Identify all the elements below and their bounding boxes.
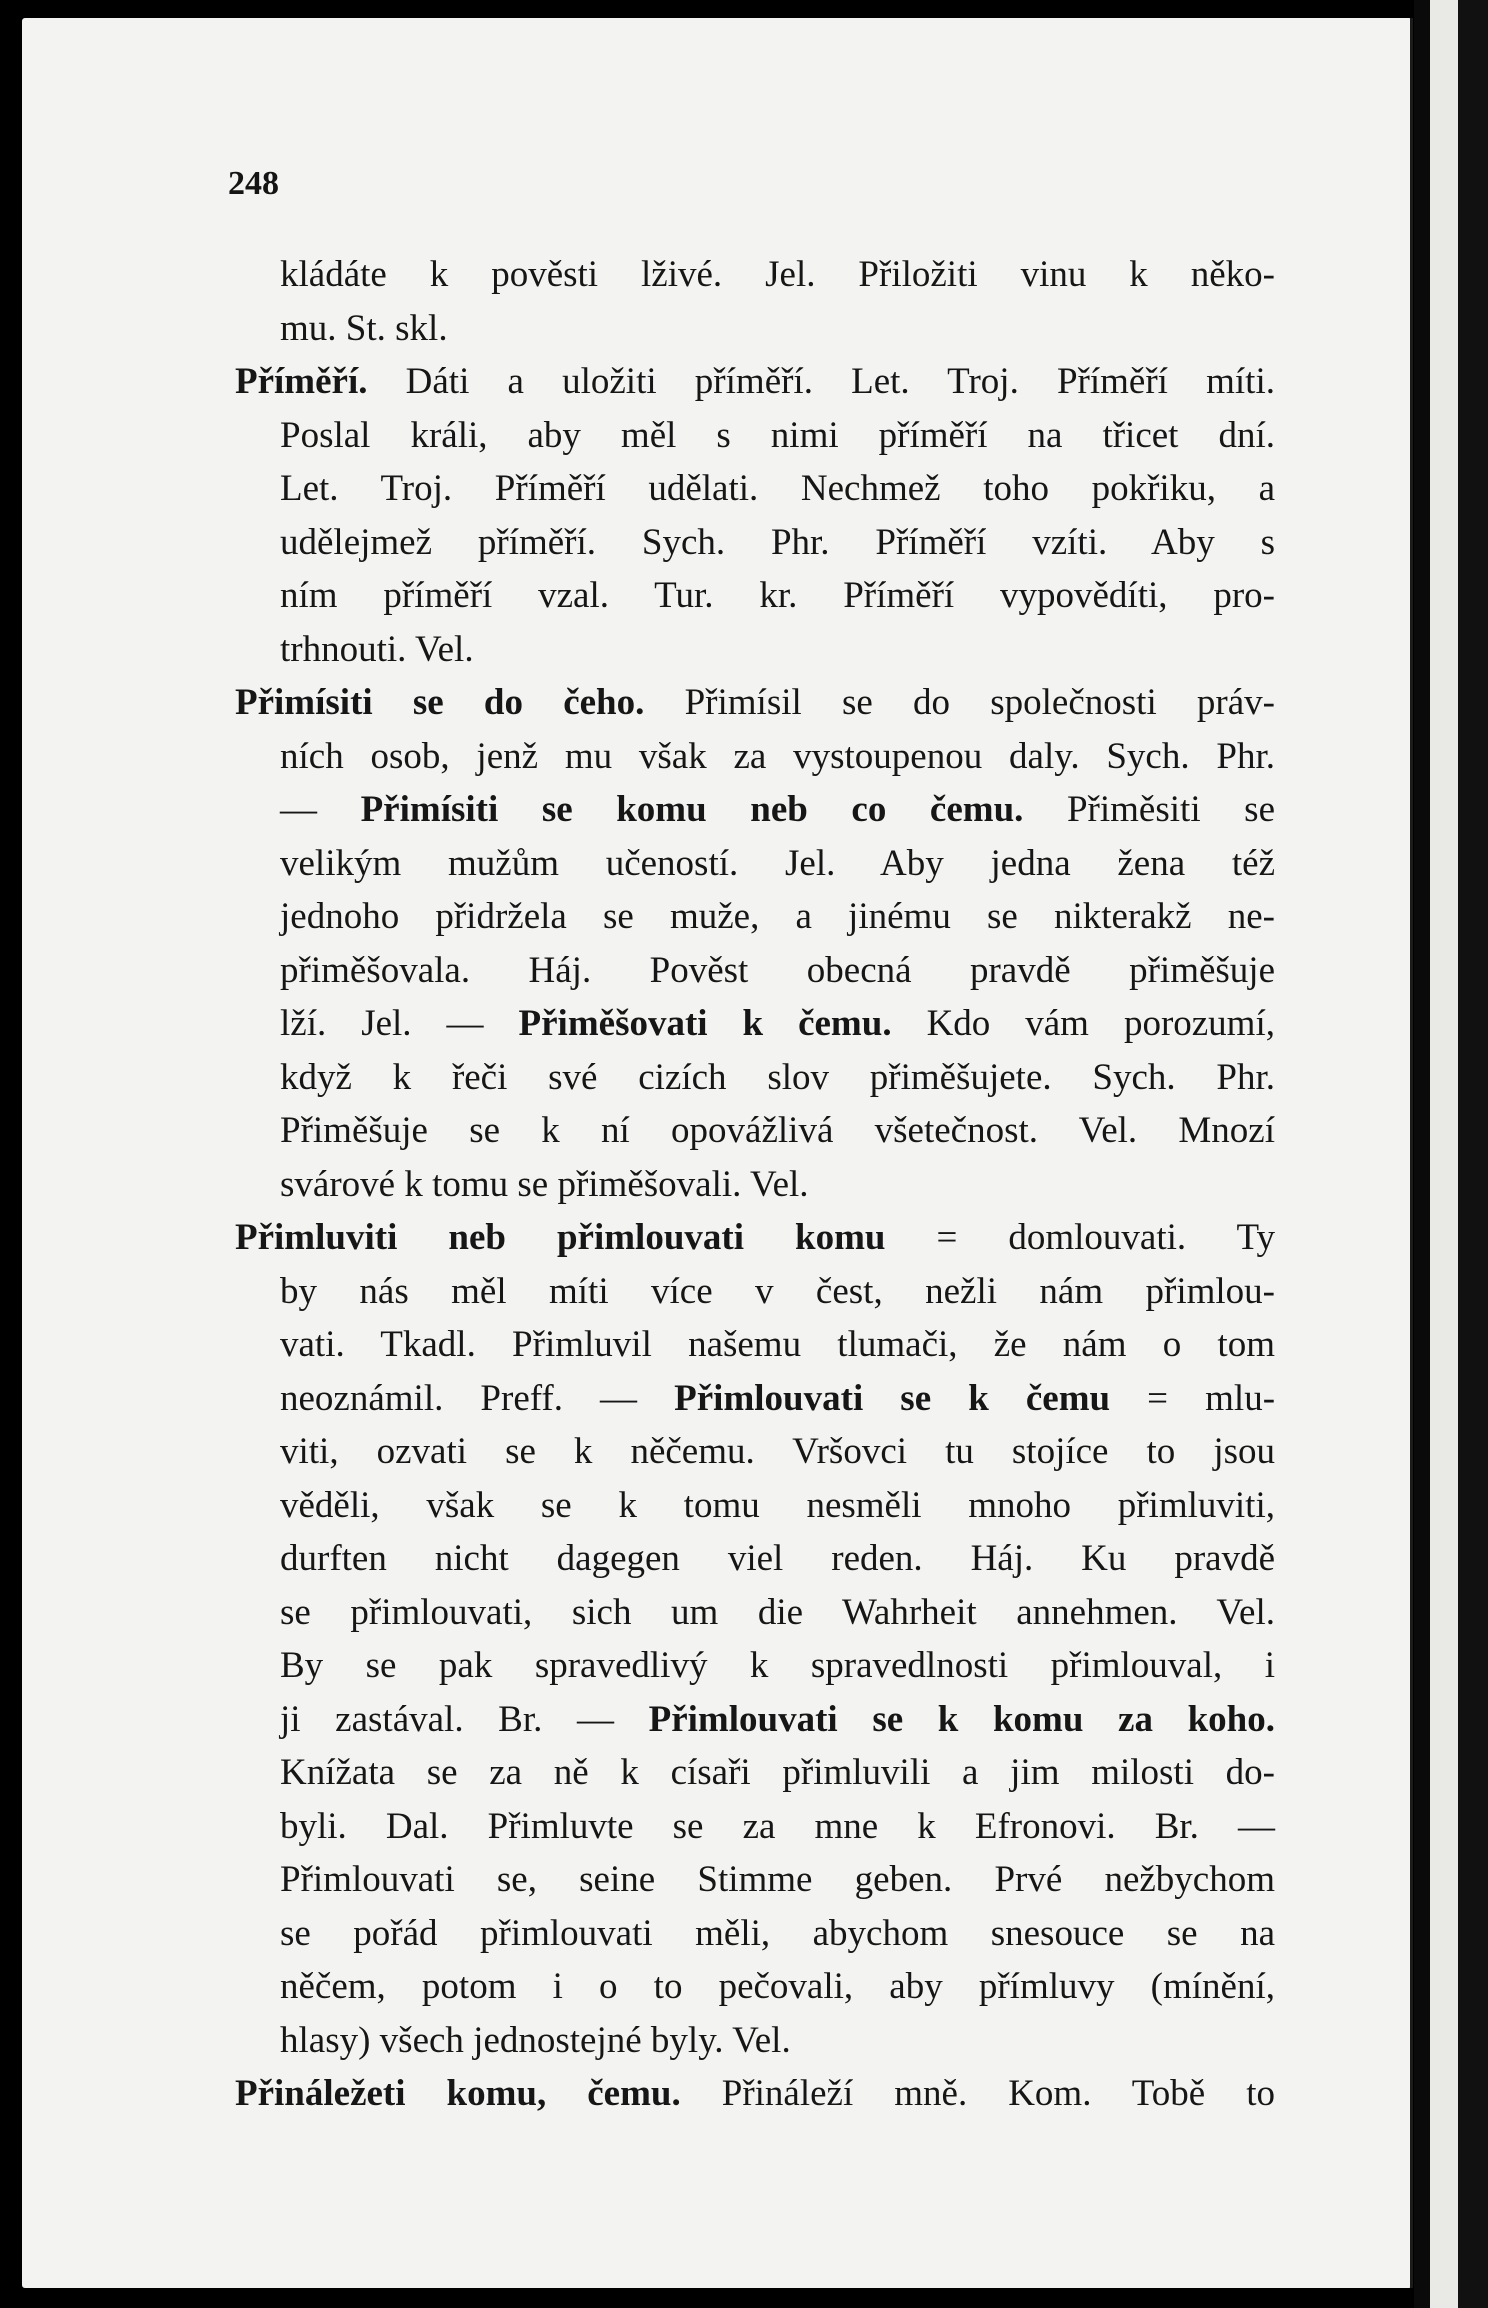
text-line — [235, 1746, 1275, 1800]
text-segment: Knížata se za ně k císaři přimluvili a jim milosti do- — [280, 1752, 1275, 1793]
text-segment: Přimísil se do společnosti práv- — [644, 682, 1275, 723]
text-line — [235, 462, 1275, 516]
headword: Přimísiti se komu neb co čemu. — [360, 789, 1024, 830]
text-segment: se pořád přimlouvati měli, abychom snesouce se na — [280, 1912, 1275, 1954]
text-segment: durften nicht dagegen viel reden. Háj. Ku pravdě — [280, 1538, 1275, 1579]
text-segment: vati. Tkadl. Přimluvil našemu tlumači, že nám o tom — [280, 1324, 1275, 1365]
text-line — [235, 623, 1275, 677]
text-segment: = domlouvati. Ty — [885, 1217, 1275, 1258]
text-line — [235, 1693, 1275, 1747]
text-line — [235, 302, 1275, 356]
text-segment: mu. St. skl. — [280, 307, 448, 349]
text-line — [235, 1853, 1275, 1907]
text-segment: ních osob, jenž mu však za vystoupenou daly. Sych. Phr. — [280, 735, 1275, 777]
text-segment: věděli, však se k tomu nesměli mnoho přimluviti, — [280, 1484, 1275, 1526]
text-line — [235, 1907, 1275, 1961]
scan-border-right — [1458, 0, 1488, 2308]
text-segment: Přináleží mně. Kom. Tobě to — [680, 2073, 1275, 2114]
text-line — [235, 1800, 1275, 1854]
headword: Přiměšovati k čemu. — [518, 1003, 892, 1044]
text-line — [235, 783, 1275, 837]
text-segment: Let. Troj. Příměří udělati. Nechmež toho pokřiku, a — [280, 468, 1275, 509]
text-segment: Přimlouvati se, seine Stimme geben. Prvé nežbychom — [280, 1859, 1275, 1900]
text-line — [235, 1960, 1275, 2014]
text-segment: lží. Jel. — — [280, 1003, 519, 1044]
text-line — [235, 1425, 1275, 1479]
text-segment: byli. Dal. Přimluvte se za mne k Efronovi. Br. — — [280, 1805, 1275, 1847]
headword: Přimlouvati se k čemu — [674, 1377, 1111, 1419]
text-segment: přiměšovala. Háj. Pověst obecná pravdě přiměšuje — [280, 949, 1275, 991]
text-line — [235, 2014, 1275, 2068]
page-edge-line — [1410, 18, 1413, 2288]
text-line — [235, 569, 1275, 623]
text-line — [235, 1586, 1275, 1640]
text-line — [235, 1639, 1275, 1693]
adjacent-page-edge — [1430, 0, 1458, 2308]
text-segment: kládáte k pověsti lživé. Jel. Přiložiti vinu k něko- — [280, 254, 1275, 295]
headword: Přimluviti neb přimlouvati komu — [235, 1217, 886, 1258]
text-line — [235, 1051, 1275, 1105]
text-segment: když k řeči své cizích slov přiměšujete. Sych. Phr. — [280, 1056, 1275, 1098]
headword: Přimlouvati se k komu za koho. — [648, 1698, 1275, 1740]
text-segment: ji zastával. Br. — — [280, 1698, 649, 1740]
text-segment: Kdo vám porozumí, — [891, 1003, 1275, 1044]
text-line — [235, 1104, 1275, 1158]
text-segment: — — [280, 789, 361, 830]
text-segment: se přimlouvati, sich um die Wahrheit annehmen. Vel. — [280, 1591, 1275, 1633]
text-segment: trhnouti. Vel. — [280, 628, 474, 670]
text-line — [235, 1479, 1275, 1533]
text-line — [235, 1372, 1275, 1426]
text-segment: svárové k tomu se přiměšovali. Vel. — [280, 1163, 809, 1205]
dictionary-text — [235, 248, 1275, 2121]
text-segment: něčem, potom i o to pečovali, aby přímluvy (mínění, — [280, 1966, 1275, 2007]
text-segment: udělejmež příměří. Sych. Phr. Příměří vzíti. Aby s — [280, 521, 1275, 563]
headword: Přimísiti se do čeho. — [235, 682, 645, 723]
text-line — [235, 2067, 1275, 2121]
text-line — [235, 890, 1275, 944]
text-line — [235, 730, 1275, 784]
text-line — [235, 355, 1275, 409]
text-segment: Přiměsiti se — [1023, 789, 1275, 830]
text-line — [235, 248, 1275, 302]
text-line — [235, 837, 1275, 891]
text-segment: Dáti a uložiti příměří. Let. Troj. Příměří míti. — [367, 361, 1275, 402]
text-segment: hlasy) všech jednostejné byly. Vel. — [280, 2019, 791, 2061]
text-line — [235, 997, 1275, 1051]
page-number: 248 — [228, 165, 279, 202]
text-segment: By se pak spravedlivý k spravedlnosti přimlouval, i — [280, 1645, 1275, 1686]
headword: Příměří. — [235, 361, 368, 402]
text-line — [235, 944, 1275, 998]
text-line — [235, 516, 1275, 570]
text-line — [235, 676, 1275, 730]
text-segment: by nás měl míti více v čest, nežli nám přimlou- — [280, 1270, 1275, 1312]
text-line — [235, 1532, 1275, 1586]
text-segment: neoznámil. Preff. — — [280, 1377, 675, 1419]
text-line — [235, 1318, 1275, 1372]
text-line — [235, 1265, 1275, 1319]
text-segment: = mlu- — [1110, 1377, 1276, 1419]
text-line — [235, 1158, 1275, 1212]
text-segment: Poslal králi, aby měl s nimi příměří na třicet dní. — [280, 414, 1275, 456]
text-segment: viti, ozvati se k něčemu. Vršovci tu stojíce to jsou — [280, 1431, 1275, 1472]
text-segment: velikým mužům učeností. Jel. Aby jedna žena též — [280, 842, 1275, 884]
text-segment: ním příměří vzal. Tur. kr. Příměří vypovědíti, pro- — [280, 575, 1275, 616]
text-line — [235, 1211, 1275, 1265]
headword: Přináležeti komu, čemu. — [235, 2073, 681, 2114]
text-segment: Přiměšuje se k ní opovážlivá všetečnost. Vel. Mnozí — [280, 1110, 1275, 1151]
text-segment: jednoho přidržela se muže, a jinému se nikterakž ne- — [280, 896, 1275, 937]
text-line — [235, 409, 1275, 463]
